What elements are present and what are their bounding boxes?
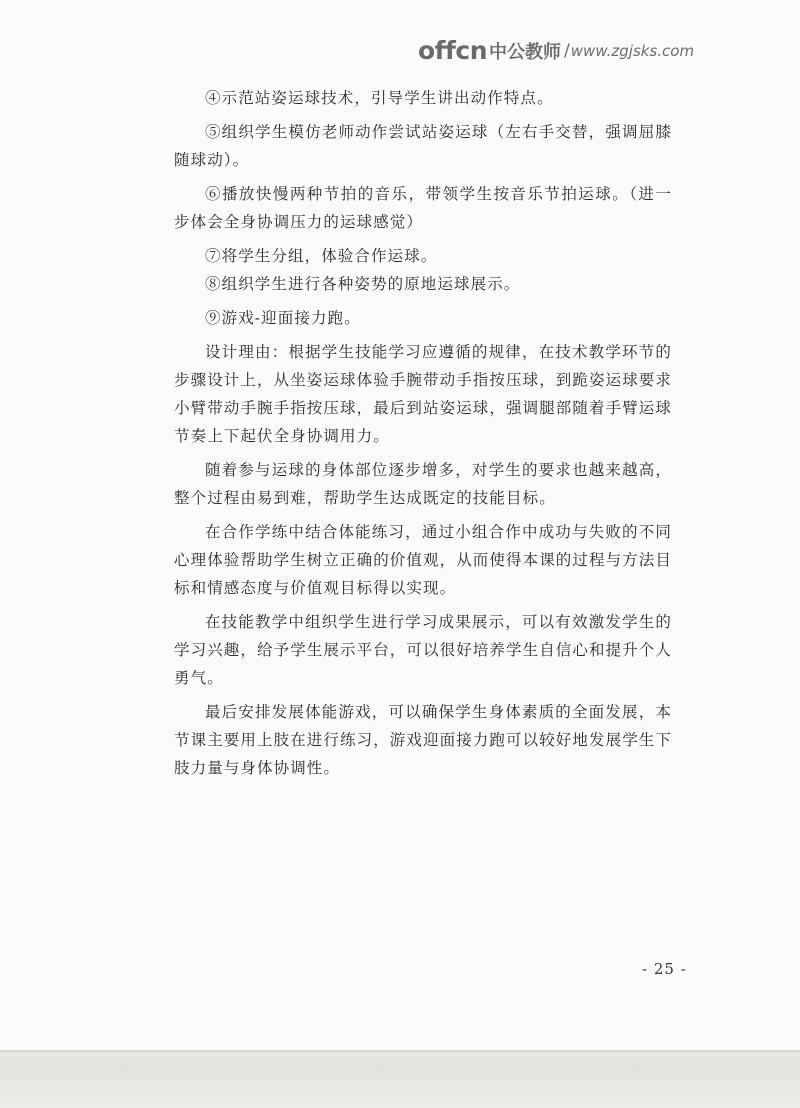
list-item: ⑦将学生分组，体验合作运球。	[205, 247, 438, 265]
paragraph: 在合作学练中结合体能练习，通过小组合作中成功与失败的不同心理体验帮助学生树立正确的价值观，从而使得本课的过程与方法目标和情感态度与价值观目标得以实现。	[174, 523, 673, 597]
page-header-logo	[418, 36, 694, 65]
paragraph: 设计理由：根据学生技能学习应遵循的规律，在技术教学环节的步骤设计上，从坐姿运球体验手腕带动手指按压球，到跪姿运球要求小臂带动手腕手指按压球，最后到站姿运球，强调腿部随着手臂运球节奏上下起伏全身协调用力。	[174, 343, 673, 445]
list-item: ⑨游戏-迎面接力跑。	[205, 309, 361, 327]
list-item: ⑥播放快慢两种节拍的音乐，带领学生按音乐节拍运球。（进一步体会全身协调压力的运球感觉）	[174, 185, 672, 231]
header-separator: /	[564, 40, 570, 61]
list-item: ④示范站姿运球技术，引导学生讲出动作特点。	[205, 89, 554, 107]
paragraph: 最后安排发展体能游戏，可以确保学生身体素质的全面发展，本节课主要用上肢在进行练习，游戏迎面接力跑可以较好地发展学生下肢力量与身体协调性。	[174, 703, 673, 777]
logo-offcn: offcn	[418, 36, 488, 65]
paragraph: 随着参与运球的身体部位逐步增多，对学生的要求也越来越高，整个过程由易到难，帮助学生达成既定的技能目标。	[174, 461, 672, 507]
list-item: ⑧组织学生进行各种姿势的原地运球展示。	[205, 275, 521, 293]
site-url: www.zgjsks.com	[570, 41, 695, 60]
body-text	[174, 84, 672, 782]
page-number: - 25 -	[642, 960, 687, 978]
logo-brand-name: 中公教师	[489, 41, 562, 63]
scan-margin	[0, 1052, 800, 1108]
list-item: ⑤组织学生模仿老师动作尝试站姿运球（左右手交替，强调屈膝随球动）。	[174, 123, 672, 169]
paragraph: 在技能教学中组织学生进行学习成果展示，可以有效激发学生的学习兴趣，给予学生展示平台，可以很好培养学生自信心和提升个人勇气。	[174, 613, 673, 687]
